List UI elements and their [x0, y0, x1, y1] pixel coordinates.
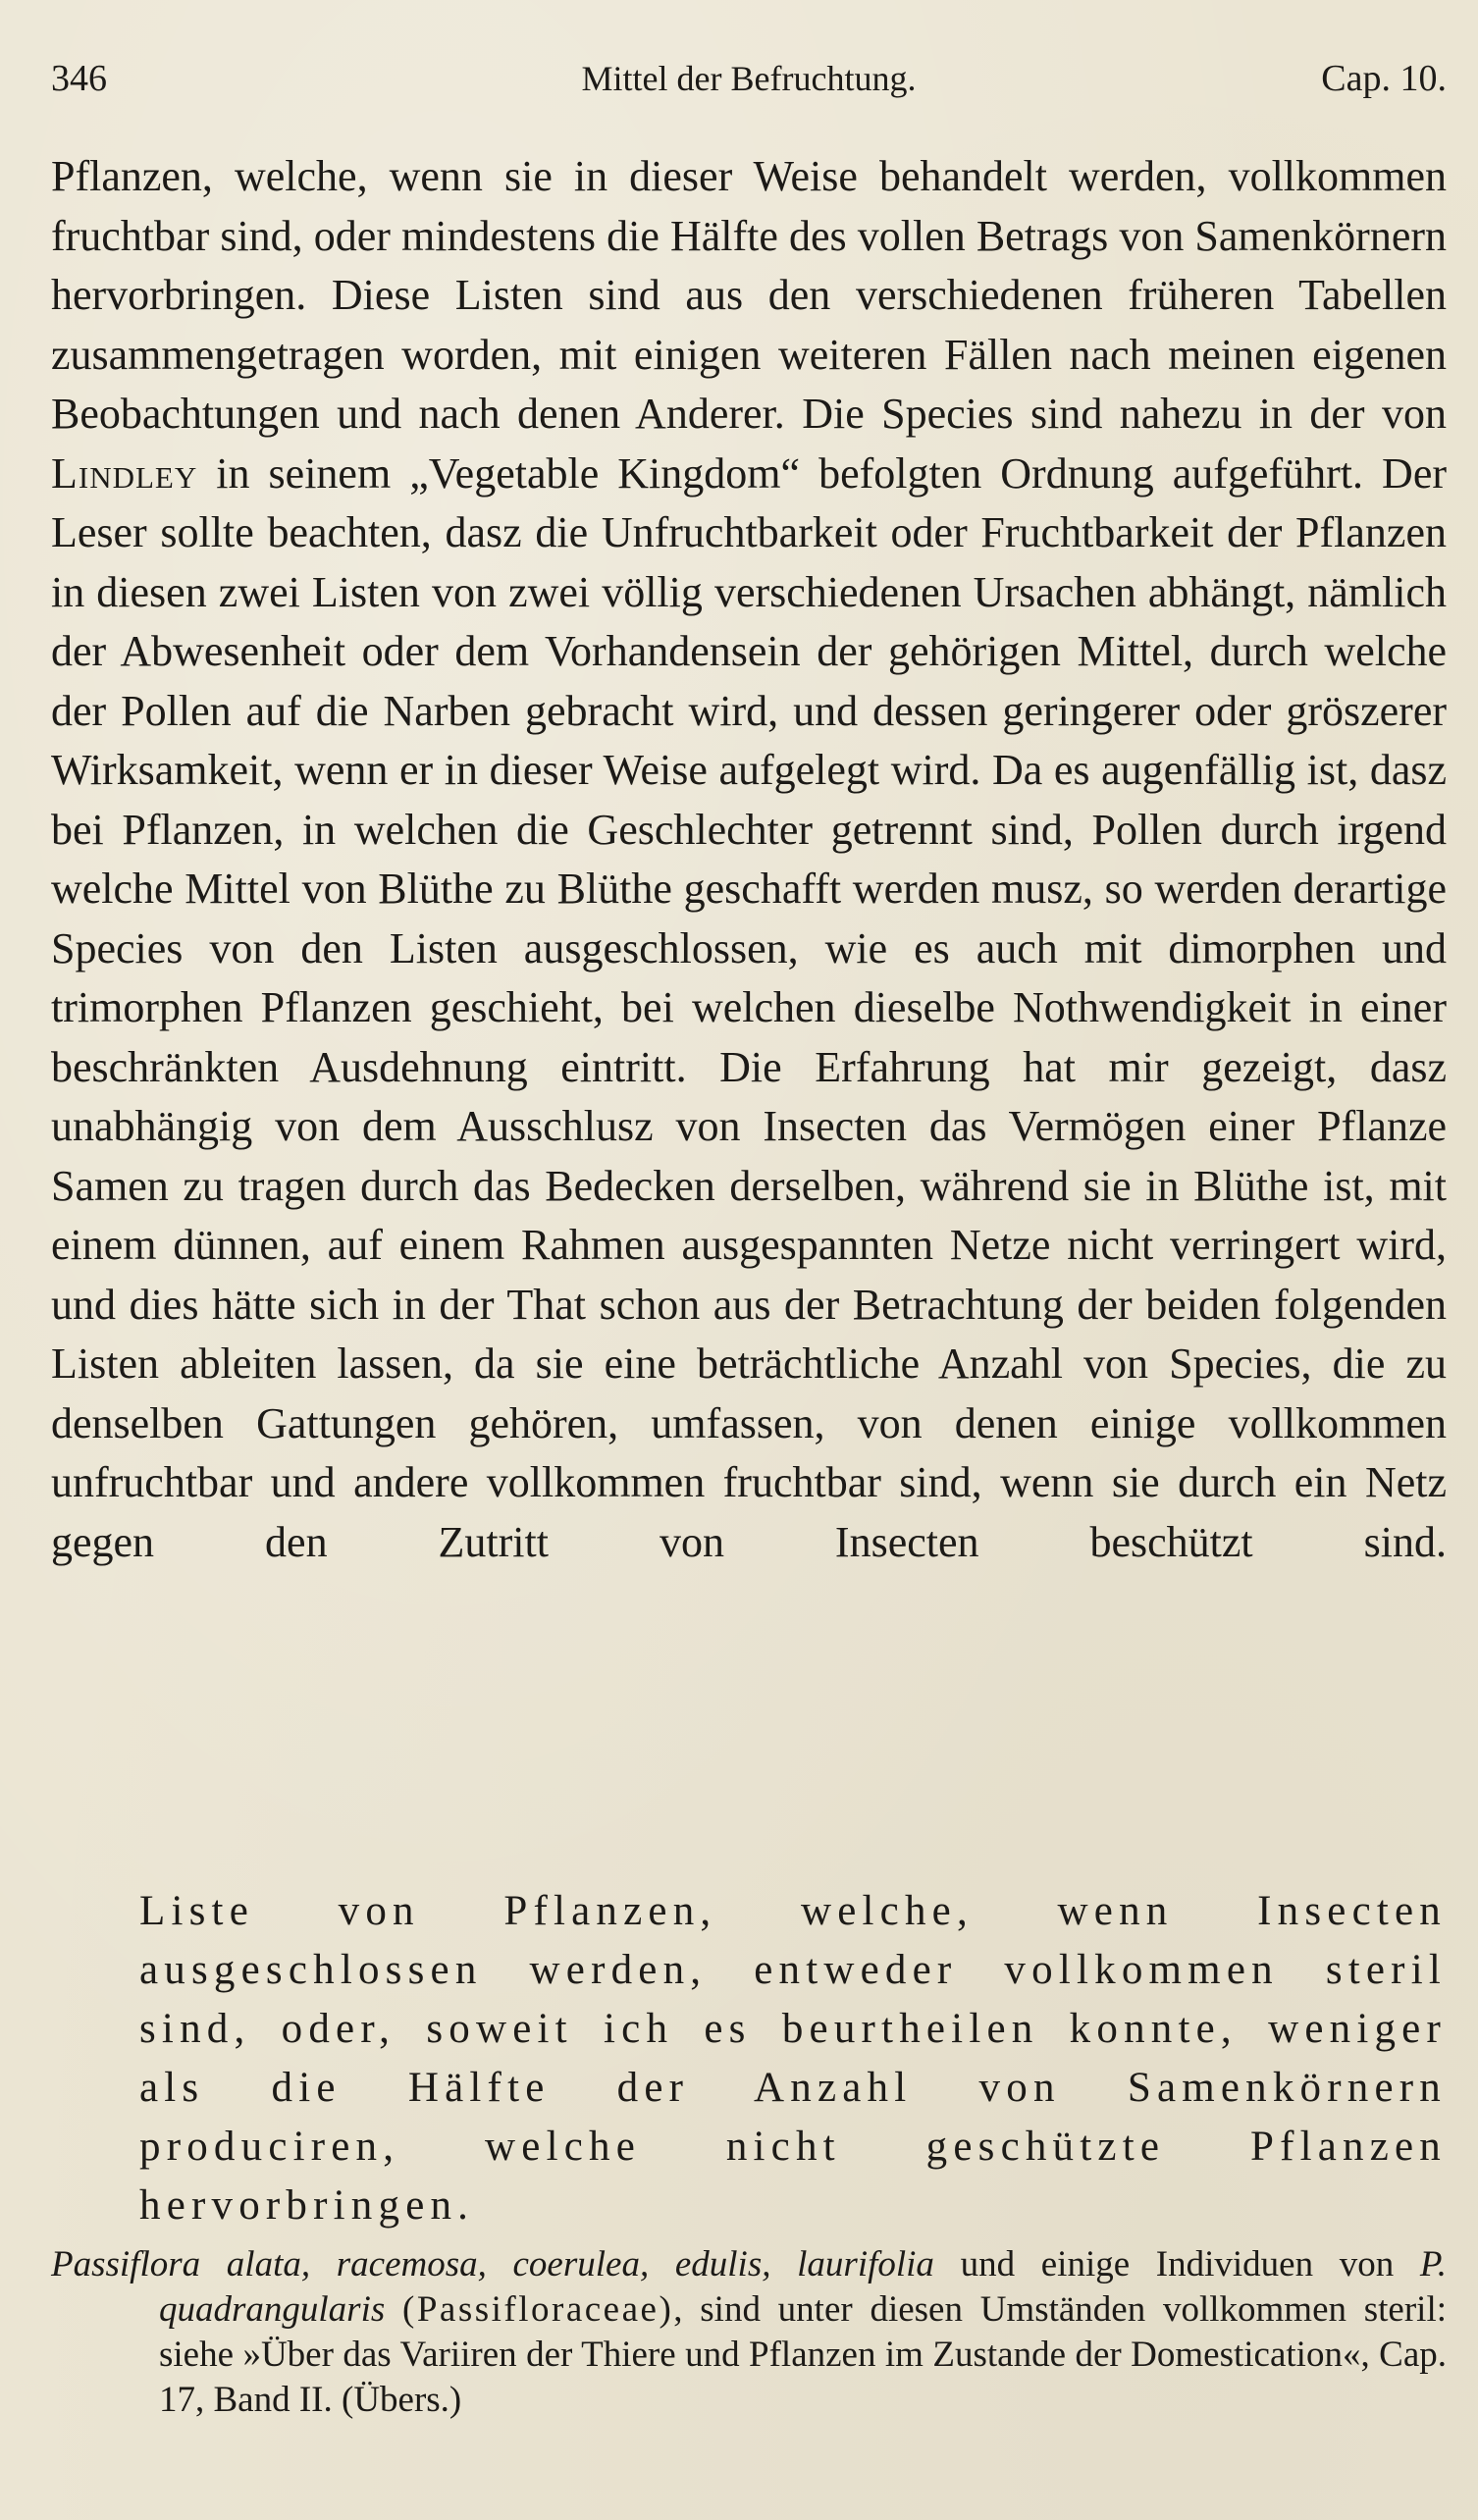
list-entry [51, 2242, 1447, 2423]
entry-text-1: und einige Individuen von [960, 2244, 1395, 2284]
list-heading: Liste von Pflanzen, welche, wenn Insecten ausgeschlossen werden, entweder vollkommen steril sind, oder, soweit ich es beurtheilen konnte, weniger als die Hälfte der Anzahl von Samenkörnern produciren, welche nicht geschützte Pflanzen hervorbringen. [139, 1888, 1447, 2229]
body-paragraph [51, 147, 1447, 1632]
entry-species-2: P. quadrangularis [159, 2244, 1448, 2330]
entry-text-2: , sind unter diesen Umständen vollkommen steril: siehe »Über das Variiren der Thiere und Pflanzen im Zustande der Domestication«, Cap. 17, Band II. (Übers.) [159, 2289, 1448, 2420]
body-text-part-2: in seinem „Vegetable Kingdom“ befolgten Ordnung aufgeführt. Der Leser sollte beachten, dasz die Unfruchtbarkeit oder Fruchtbarkeit der Pflanzen in diesen zwei Listen von zwei völlig verschiedenen Ursachen abhängt, nämlich der Abwesenheit oder dem Vorhandensein der gehörigen Mittel, durch welche der Pollen auf die Narben gebracht wird, und dessen geringerer oder gröszerer Wirksamkeit, wenn er in dieser Weise aufgelegt wird. Da es augenfällig ist, dasz bei Pflanzen, in welchen die Geschlechter getrennt sind, Pollen durch irgend welche Mittel von Blüthe zu Blüthe geschafft werden musz, so werden derartige Species von den Listen ausgeschlossen, wie es auch mit dimorphen und trimorphen Pflanzen geschieht, bei welchen dieselbe Nothwendigkeit in einer beschränkten Ausdehnung eintritt. Die Erfahrung hat mir gezeigt, dasz unabhängig von dem Ausschlusz von Insecten das Vermögen einer Pflanze Samen zu tragen durch das Bedecken derselben, während sie in Blüthe ist, mit einem dünnen, auf einem Rahmen ausgespannten Netze nicht verringert wird, und dies hätte sich in der That schon aus der Betrachtung der beiden folgenden Listen ableiten lassen, da sie eine beträchtliche Anzahl von Species, die zu denselben Gattungen gehören, umfassen, von denen einige vollkommen unfruchtbar und andere vollkommen fruchtbar sind, wenn sie durch ein Netz gegen den Zutritt von Insecten beschützt sind. [51, 448, 1447, 1566]
running-title: Mittel der Befruchtung. [581, 59, 917, 98]
author-name: Lindley [51, 448, 198, 498]
entry-species: Passiflora alata, racemosa, coerulea, edulis, laurifolia [51, 2244, 934, 2284]
page-header [51, 49, 1447, 108]
chapter-label: Cap. 10. [1321, 58, 1447, 99]
page-number: 346 [51, 58, 107, 99]
body-text-part-1: Pflanzen, welche, wenn sie in dieser Weise behandelt werden, vollkommen fruchtbar sind, oder mindestens die Hälfte des vollen Betrags von Samenkörnern hervorbringen. Diese Listen sind aus den verschiedenen früheren Tabellen zusammengetragen worden, mit einigen weiteren Fällen nach meinen eigenen Beobachtungen und nach denen Anderer. Die Species sind nahezu in der von [51, 152, 1447, 438]
entry-family: (Passifloraceae) [402, 2289, 674, 2330]
